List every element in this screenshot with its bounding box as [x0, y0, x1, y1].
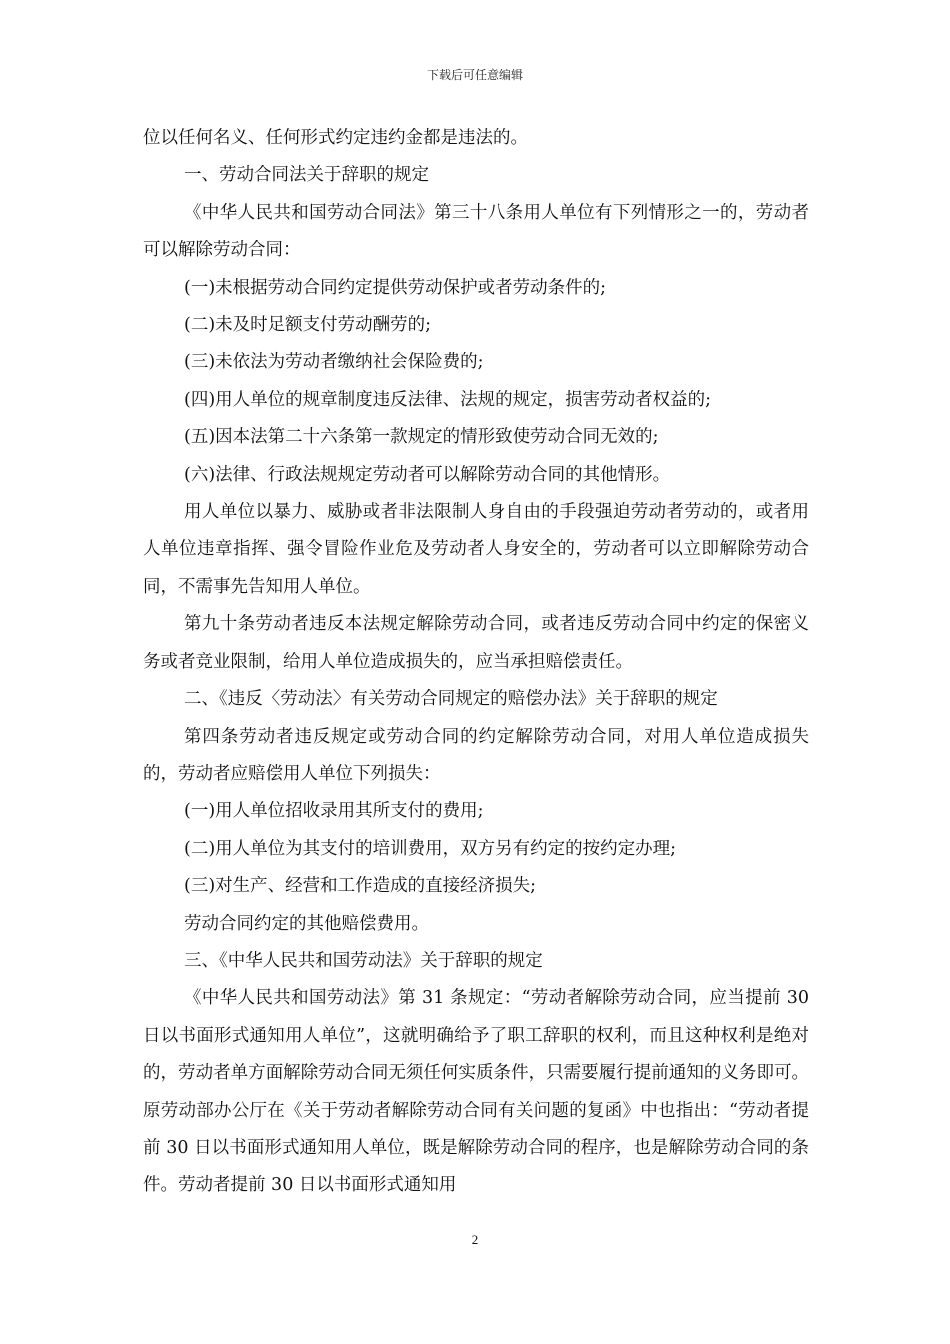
paragraph-article-4: 第四条劳动者违反规定或劳动合同的约定解除劳动合同，对用人单位造成损失的，劳动者应赔偿用人单位下列损失： [143, 726, 809, 784]
list-item: (三)未依法为劳动者缴纳社会保险费的; [184, 352, 484, 373]
list-item: (五)因本法第二十六条第一款规定的情形致使劳动合同无效的; [184, 427, 659, 448]
list-item: (一)未根据劳动合同约定提供劳动保护或者劳动条件的; [184, 277, 607, 298]
paragraph-1: 位以任何名义、任何形式约定违约金都是违法的。 [143, 128, 528, 148]
list-item: (二)用人单位为其支付的培训费用，双方另有约定的按约定办理; [184, 838, 677, 859]
document-body [143, 120, 809, 1205]
list-item: (四)用人单位的规章制度违反法律、法规的规定，损害劳动者权益的; [184, 389, 712, 410]
list-item: (三)对生产、经营和工作造成的直接经济损失; [184, 876, 537, 897]
page-number: 2 [471, 1232, 479, 1247]
list-item: (二)未及时足额支付劳动酬劳的; [184, 315, 432, 336]
section-heading-2: 二、《违反〈劳动法〉有关劳动合同规定的赔偿办法》关于辞职的规定 [184, 689, 718, 710]
section-heading-1: 一、劳动合同法关于辞职的规定 [184, 165, 429, 186]
paragraph-article-38: 《中华人民共和国劳动合同法》第三十八条用人单位有下列情形之一的，劳动者可以解除劳动合同： [143, 202, 809, 261]
list-item: (六)法律、行政法规规定劳动者可以解除劳动合同的其他情形。 [184, 464, 671, 485]
page-header: 下载后可任意编辑 [426, 68, 523, 82]
paragraph-article-90: 第九十条劳动者违反本法规定解除劳动合同，或者违反劳动合同中约定的保密义务或者竞业限制，给用人单位造成损失的，应当承担赔偿责任。 [143, 614, 809, 672]
paragraph-article-31: 《中华人民共和国劳动法》第 31 条规定：“劳动者解除劳动合同，应当提前 30 日以书面形式通知用人单位”，这就明确给予了职工辞职的权利，而且这种权利是绝对的，劳动者单方面解除劳动合同无须任何实质条件，只需要履行提前通知的义务即可。原劳动部办公厅在《关于劳动者解除劳动合同有关问题的复函》中也指出：“劳动者提前 30 日以书面形式通知用人单位，既是解除劳动合同的程序，也是解除劳动合同的条件。劳动者提前 30 日以书面形式通知用 [143, 988, 809, 1196]
list-item: 劳动合同约定的其他赔偿费用。 [184, 913, 429, 934]
paragraph-violence: 用人单位以暴力、威胁或者非法限制人身自由的手段强迫劳动者劳动的，或者用人单位违章指挥、强令冒险作业危及劳动者人身安全的，劳动者可以立即解除劳动合同，不需事先告知用人单位。 [143, 502, 809, 597]
list-item: (一)用人单位招收录用其所支付的费用; [184, 801, 484, 822]
section-heading-3: 三、《中华人民共和国劳动法》关于辞职的规定 [184, 950, 543, 971]
